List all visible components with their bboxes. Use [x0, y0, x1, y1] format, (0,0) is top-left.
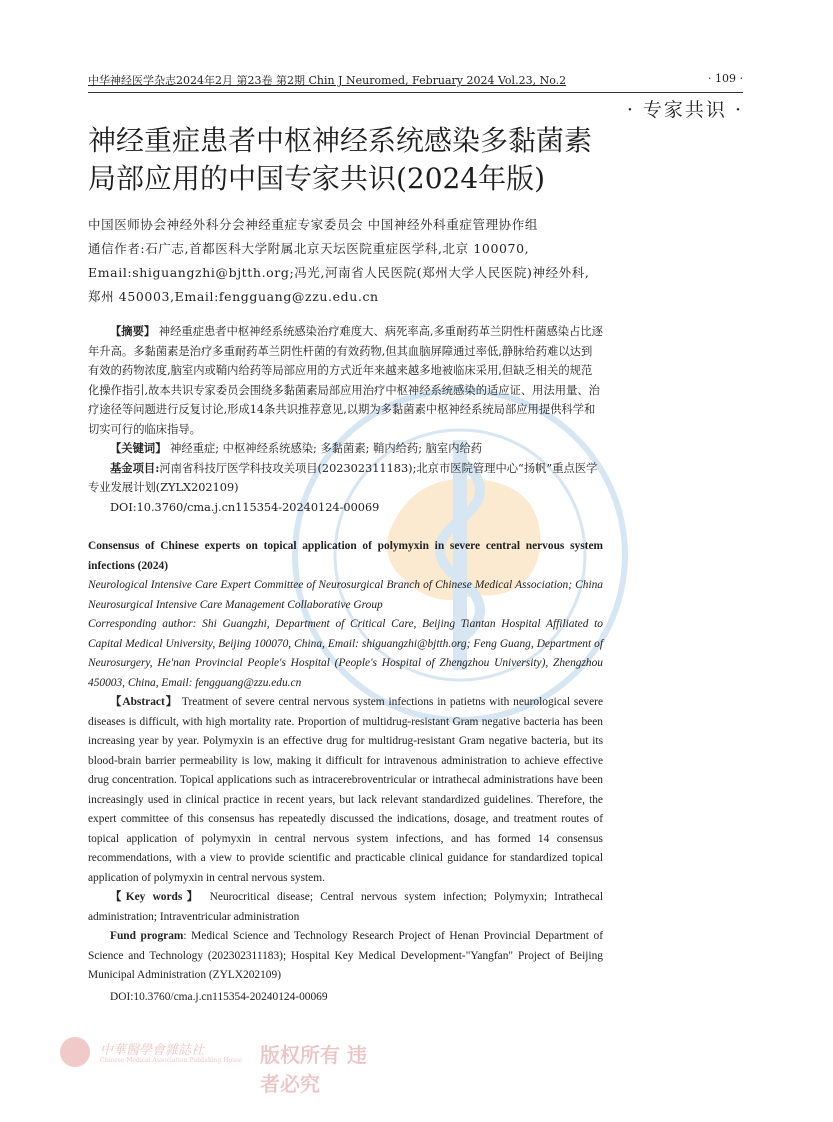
chinese-abstract — [88, 322, 603, 517]
corresponding-line-3: 郑州 450003,Email:fengguang@zzu.edu.cn — [88, 289, 379, 304]
english-title: Consensus of Chinese experts on topical application of polymyxin in severe central nervous system infections (2024) — [88, 540, 603, 572]
author-block — [88, 213, 613, 309]
english-abstract — [88, 537, 603, 1007]
doi-en: DOI:10.3760/cma.j.cn115354-20240124-00069 — [110, 990, 328, 1003]
keywords-label: 【关键词】 — [110, 441, 167, 455]
publisher-seal-icon — [60, 1037, 90, 1067]
abstract-label: 【摘要】 — [110, 324, 156, 338]
english-abstract-paragraph — [88, 693, 603, 888]
english-keywords-paragraph — [88, 888, 603, 927]
english-corresponding: Corresponding author: Shi Guangzhi, Department of Critical Care, Beijing Tiantan Hospital Affiliated to Capital Medical University, Beijing 100070, China, Email: shiguangzhi@bjtth.org; Feng Guang, Department of Neurosurgery, He'nan Provincial People's Hospital (People's Hospital of Zhengzhou University), Zhengzhou 450003, China, Email: fengguang@zzu.edu.cn — [88, 618, 603, 689]
author-groups: 中国医师协会神经外科分会神经重症专家委员会 中国神经外科重症管理协作组 — [88, 217, 538, 232]
english-keywords-text: Neurocritical disease; Central nervous system infection; Polymyxin; Intrathecal administration; Intraventricular administration — [88, 891, 603, 923]
journal-citation: 中华神经医学杂志2024年2月 第23卷 第2期 Chin J Neuromed, February 2024 Vol.23, No.2 — [88, 74, 567, 87]
title-line-1: 神经重症患者中枢神经系统感染多黏菌素 — [88, 124, 593, 157]
english-fund-label: Fund program — [110, 930, 184, 942]
fund-label: 基金项目: — [110, 460, 160, 475]
doi-cn: DOI:10.3760/cma.j.cn115354-20240124-00069 — [110, 500, 380, 514]
english-fund-text: : Medical Science and Technology Research Project of Henan Provincial Department of Science and Technology (202302311183); Hospital Key Medical Development-"Yangfan" Project of Beijing Municipal Administration (ZYLX202109) — [88, 930, 603, 981]
corresponding-line-2: Email:shiguangzhi@bjtth.org;冯光,河南省人民医院(郑州大学人民医院)神经外科, — [88, 265, 590, 280]
abstract-text: 神经重症患者中枢神经系统感染治疗难度大、病死率高,多重耐药革兰阴性杆菌感染占比逐年升高。多黏菌素是治疗多重耐药革兰阴性杆菌的有效药物,但其血脑屏障通过率低,静脉给药难以达到有效的药物浓度,脑室内或鞘内给药等局部应用的方式近年来越来越多地被临床采用,但缺乏相关的规范化操作指引,故本共识专家委员会围绕多黏菌素局部应用治疗中枢神经系统感染的适应证、用法用量、治疗途径等问题进行反复讨论,形成14条共识推荐意见,以期为多黏菌素中枢神经系统局部应用提供科学和切实可行的临床指导。 — [88, 325, 603, 436]
section-tag: · 专家共识 · — [626, 99, 743, 121]
running-header — [88, 70, 743, 93]
english-abstract-label: 【Abstract】 — [110, 696, 179, 708]
english-keywords-label: 【Key words】 — [110, 891, 203, 903]
keywords-text: 神经重症; 中枢神经系统感染; 多黏菌素; 鞘内给药; 脑室内给药 — [170, 442, 483, 455]
copyright-stamp: 版权所有 违者必究 — [260, 1043, 367, 1096]
english-fund-paragraph — [88, 927, 603, 986]
publisher-name: 中華醫學會雜誌社 — [100, 1043, 205, 1058]
publisher-watermark — [60, 1035, 380, 1096]
english-abstract-text: Treatment of severe central nervous system infections in patietns with neurological severe diseases is difficult, with high mortality rate. Proportion of multidrug-resistant Gram negative bacteria has been increasing year by year. Polymyxin is an effective drug for multidrug-resistant Gram negative bacteria, but its blood-brain barrier permeability is low, making it difficult for intravenous administration to achieve effective drug concentration. Topical applications such as intracerebroventricular or intrathecal administrations have been increasingly used in clinical practice in recent years, but lack relevant standardized guidelines. Therefore, the expert committee of this consensus has repeatedly discussed the indications, dosage, and treatment routes of topical application of polymyxin in central nervous system infections, and has formed 14 consensus recommendations, with a view to provide scientific and practicable clinical guidance for standardized topical application of polymyxin in central nervous system. — [88, 696, 604, 884]
keywords-paragraph — [88, 439, 603, 459]
english-affiliation: Neurological Intensive Care Expert Committee of Neurosurgical Branch of Chinese Medical Association; China Neurosurgical Intensive Care Management Collaborative Group — [88, 579, 603, 611]
publisher-subtitle: Chinese Medical Association Publishing House — [100, 1057, 243, 1064]
title-line-2: 局部应用的中国专家共识(2024年版) — [88, 162, 546, 195]
abstract-paragraph — [88, 322, 603, 439]
page-number: · 109 · — [708, 72, 743, 85]
fund-text: 河南省科技厅医学科技攻关项目(202302311183);北京市医院管理中心“扬帆”重点医学专业发展计划(ZYLX202109) — [88, 461, 598, 494]
corresponding-line-1: 通信作者:石广志,首都医科大学附属北京天坛医院重症医学科,北京 100070, — [88, 241, 530, 256]
article-title — [88, 122, 628, 198]
fund-paragraph — [88, 459, 603, 498]
